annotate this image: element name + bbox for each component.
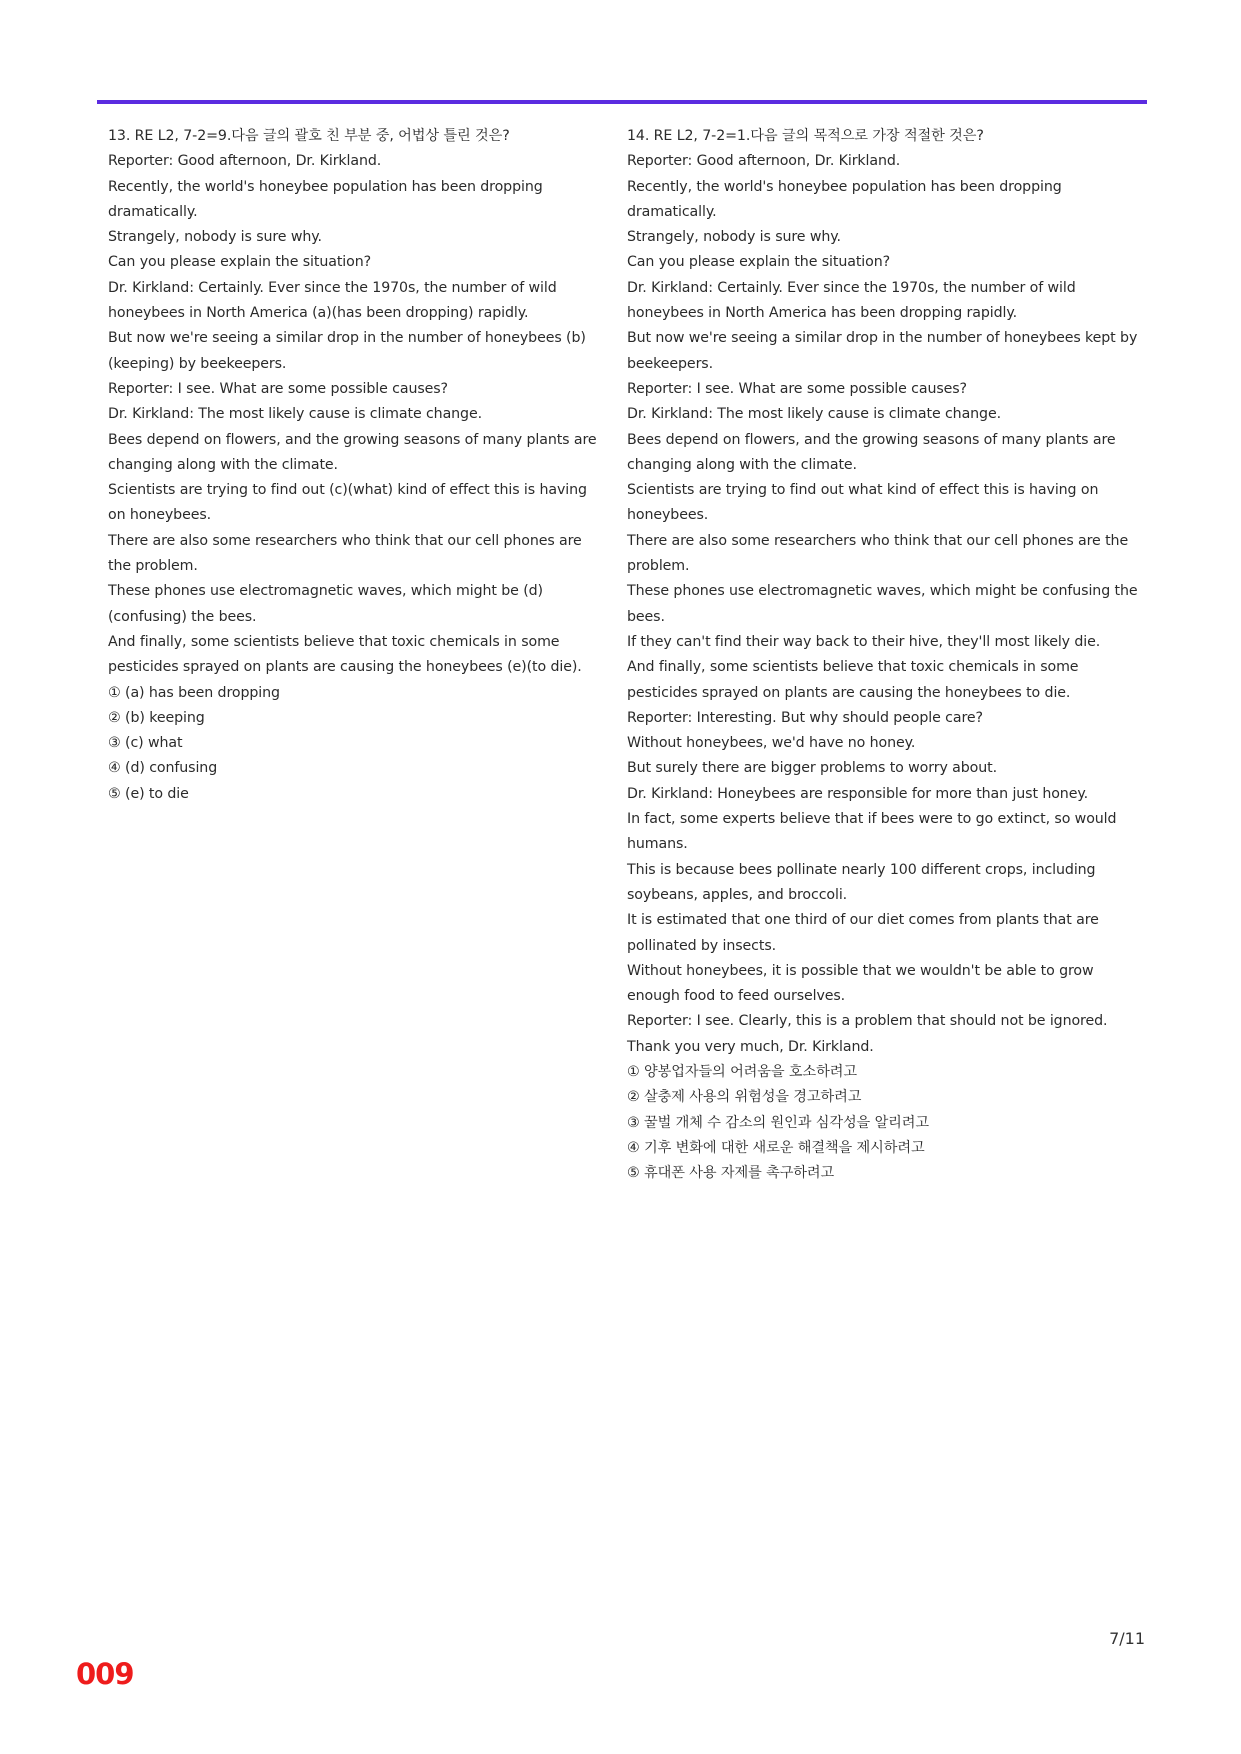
- text-line: But now we're seeing a similar drop in the number of honeybees (b)(keeping) by beekeepers.: [108, 330, 586, 372]
- text-line: These phones use electromagnetic waves, which might be (d)(confusing) the bees.: [108, 583, 543, 625]
- text-line: Scientists are trying to find out (c)(what) kind of effect this is having on honeybees.: [108, 482, 587, 524]
- text-line: Reporter: Interesting. But why should people care?: [627, 709, 983, 726]
- text-line: Recently, the world's honeybee population has been dropping dramatically.: [627, 178, 1062, 220]
- text-line: ① 양봉업자들의 어려움을 호소하려고: [627, 1063, 857, 1080]
- text-line: Without honeybees, we'd have no honey.: [627, 735, 916, 752]
- text-line: Scientists are trying to find out what kind of effect this is having on honeybees.: [627, 482, 1099, 524]
- text-line: But now we're seeing a similar drop in the number of honeybees kept by beekeepers.: [627, 330, 1138, 372]
- text-line: In fact, some experts believe that if bees were to go extinct, so would humans.: [627, 811, 1117, 853]
- text-line: Reporter: Good afternoon, Dr. Kirkland.: [627, 153, 901, 170]
- text-line: Without honeybees, it is possible that we wouldn't be able to grow enough food to feed ourselves.: [627, 962, 1094, 1005]
- text-line: Strangely, nobody is sure why.: [627, 229, 841, 246]
- text-line: Dr. Kirkland: Certainly. Ever since the 1970s, the number of wild honeybees in North America has been dropping rapidly.: [627, 279, 1076, 322]
- question-title: 13. RE L2, 7-2=9.다음 글의 괄호 친 부분 중, 어법상 틀린 것은?: [108, 128, 510, 144]
- text-line: Thank you very much, Dr. Kirkland.: [627, 1038, 874, 1055]
- text-line: It is estimated that one third of our diet comes from plants that are pollinated by insects.: [627, 912, 1099, 954]
- text-line: ④ (d) confusing: [108, 760, 218, 777]
- text-line: If they can't find their way back to their hive, they'll most likely die.: [627, 633, 1101, 650]
- text-line: And finally, some scientists believe that toxic chemicals in some pesticides sprayed on plants are causing the honeybees (e)(to die).: [108, 633, 582, 676]
- text-line: ② (b) keeping: [108, 709, 205, 726]
- text-line: This is because bees pollinate nearly 100 different crops, including soybeans, apples, and broccoli.: [627, 861, 1096, 903]
- text-line: ② 살충제 사용의 위험성을 경고하려고: [627, 1089, 862, 1106]
- question-title: 14. RE L2, 7-2=1.다음 글의 목적으로 가장 적절한 것은?: [627, 128, 984, 144]
- text-line: ⑤ 휴대폰 사용 자제를 촉구하려고: [627, 1165, 835, 1182]
- text-line: There are also some researchers who think that our cell phones are the problem.: [108, 532, 582, 575]
- text-line: ① (a) has been dropping: [108, 684, 280, 701]
- text-line: Bees depend on flowers, and the growing seasons of many plants are changing along with the climate.: [627, 431, 1116, 473]
- page-number: 7/11: [1109, 1629, 1145, 1648]
- text-line: But surely there are bigger problems to worry about.: [627, 760, 998, 777]
- text-line: Reporter: I see. What are some possible causes?: [108, 380, 448, 397]
- text-line: ③ (c) what: [108, 735, 183, 752]
- text-line: Strangely, nobody is sure why.: [108, 229, 322, 246]
- text-line: Reporter: Good afternoon, Dr. Kirkland.: [108, 153, 382, 170]
- text-line: These phones use electromagnetic waves, which might be confusing the bees.: [627, 583, 1138, 625]
- text-line: Dr. Kirkland: The most likely cause is climate change.: [627, 406, 1002, 423]
- text-line: ④ 기후 변화에 대한 새로운 해결책을 제시하려고: [627, 1139, 925, 1156]
- text-line: Dr. Kirkland: Certainly. Ever since the 1970s, the number of wild honeybees in North America (a)(has been dropping) rapidly.: [108, 279, 557, 322]
- text-line: ③ 꿀벌 개체 수 감소의 원인과 심각성을 알리려고: [627, 1114, 929, 1131]
- brand-logo: 009: [76, 1657, 134, 1691]
- text-line: ⑤ (e) to die: [108, 785, 189, 802]
- text-line: Dr. Kirkland: The most likely cause is climate change.: [108, 406, 483, 423]
- header-rule: [97, 100, 1147, 104]
- text-line: There are also some researchers who think that our cell phones are the problem.: [627, 532, 1129, 575]
- text-line: Reporter: I see. Clearly, this is a problem that should not be ignored.: [627, 1013, 1108, 1030]
- text-line: Dr. Kirkland: Honeybees are responsible for more than just honey.: [627, 785, 1089, 802]
- text-line: Can you please explain the situation?: [108, 254, 372, 271]
- question-14-column: [627, 124, 1147, 1186]
- text-line: Can you please explain the situation?: [627, 254, 891, 271]
- text-line: Bees depend on flowers, and the growing seasons of many plants are changing along with the climate.: [108, 431, 597, 473]
- text-line: And finally, some scientists believe that toxic chemicals in some pesticides sprayed on plants are causing the honeybees to die.: [627, 659, 1079, 701]
- text-line: Reporter: I see. What are some possible causes?: [627, 380, 967, 397]
- text-line: Recently, the world's honeybee population has been dropping dramatically.: [108, 178, 543, 220]
- question-13-column: [108, 124, 608, 807]
